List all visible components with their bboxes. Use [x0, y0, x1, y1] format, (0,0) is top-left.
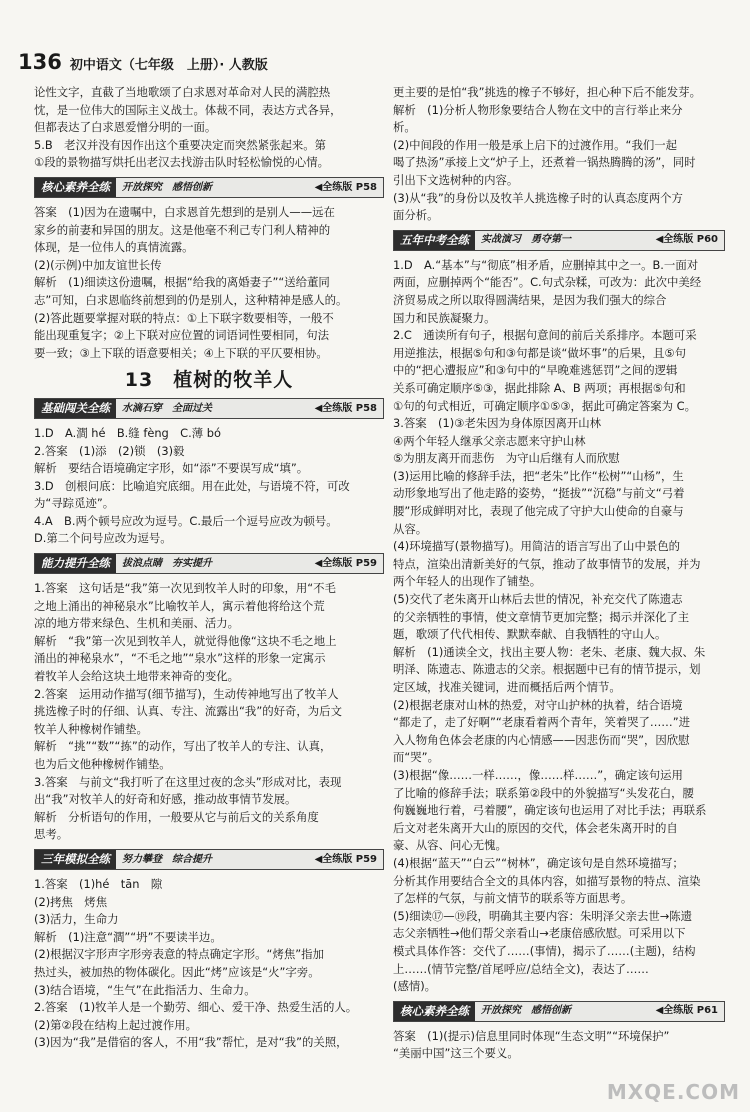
section-ref: ◀全练版 P60: [655, 234, 718, 246]
text-line: 出“我”对牧羊人的好奇和好感，推动故事情节发展。: [34, 792, 297, 807]
section-name: 核心素养全练: [35, 178, 116, 197]
text-line: 论性文字，直截了当地歌颂了白求恩对革命对人民的满腔热: [34, 85, 331, 99]
text-line: 定区域，找准关键词，进而概括后两个情节。: [393, 680, 621, 694]
watermark: MXQE.COM: [606, 1080, 740, 1104]
section-banner: [34, 553, 384, 574]
text-line: 要一致；③上下联的语意要相关；④上下联的平仄要相协。: [34, 345, 328, 360]
section-subtitle: 拔浪点睛 夯实提升: [122, 557, 212, 569]
text-line: 答案 (1)因为在遗嘱中，白求恩首先想到的是别人——远在: [34, 204, 335, 219]
section-subtitle: 实战演习 勇夺第一: [481, 234, 571, 246]
text-line: 用逆推法，根据⑤句和③句都是谈“做坏事”的后果，且⑤句: [393, 345, 687, 360]
section-body: [34, 580, 384, 844]
text-line: 3.D 创根问底：比喻追究底细。用在此处，与语境不符，可改: [34, 478, 350, 493]
text-line: 1.D A.澗 hé B.缝 fèng C.薄 bó: [34, 425, 221, 440]
text-line: (3)从“我”的身份以及牧羊人挑选橡子时的认真态度两个方: [393, 190, 683, 205]
text-line: 牧羊人种橡树作铺垫。: [34, 721, 148, 736]
text-line: 1.答案 (1)hé tān 隙: [34, 876, 163, 891]
text-line: 喝了热汤”承接上文“炉子上，还煮着一锅热腾腾的汤”，同时: [393, 155, 696, 170]
text-line: 中的“把心遭报应”和③句中的“早晚难逃惩罚”之间的逻辑: [393, 363, 678, 378]
text-line: 析。: [393, 120, 416, 135]
text-line: 5.B 老汉并没有因作出这个重要决定而突然紧张起来。第: [34, 137, 327, 152]
section-banner: [34, 849, 384, 870]
text-line: (3)因为“我”是借宿的客人，不用“我”帮忙，是对“我”的关照，: [34, 1035, 348, 1050]
text-line: 热过头，被加热的物体碳化。因此“烤”应该是“火”字旁。: [34, 964, 320, 979]
text-line: 2.C 通读所有句子，根据句意间的前后关系排序。本题可采: [393, 328, 697, 343]
text-line: 也为后文他种橡树作铺垫。: [34, 757, 171, 771]
text-line: 面分析。: [393, 208, 439, 223]
text-line: 而“哭”。: [393, 750, 439, 765]
text-line: 解析 (1)通读全文，找出主要人物：老朱、老康、魏大叔、朱: [393, 644, 706, 659]
text-line: 模式具体作答：交代了……(事情)，揭示了……(主题)，结构: [393, 943, 696, 958]
text-line: (3)结合语境，“生气”在此指活力、生命力。: [34, 982, 256, 997]
text-line: 1.D A.“基本”与“彻底”相矛盾，应删掉其中之一。B.一面对: [393, 257, 699, 272]
text-line: 国力和民族凝聚力。: [393, 310, 496, 325]
section-name: 核心素养全练: [394, 1002, 475, 1021]
text-line: 2.答案 运用动作描写(细节描写)，生动传神地写出了牧羊人: [34, 686, 339, 701]
right-top-block: [393, 84, 725, 225]
text-line: 1.答案 这句话是“我”第一次见到牧羊人时的印象，用“不毛: [34, 581, 336, 596]
text-line: 济贸易成之所以取得圆满结果，是因为我们强大的综合: [393, 292, 667, 307]
text-line: 解析 (1)注意“澗”“坍”不要读半边。: [34, 929, 222, 944]
text-line: 解析 (1)分析人物形象要结合人物在文中的言行举止来分: [393, 102, 683, 117]
text-line: 着牧羊人会给这块土地带来神奇的变化。: [34, 669, 240, 684]
text-line: 2.答案 (1)添 (2)锁 (3)毅: [34, 443, 185, 458]
text-line: 之地上涌出的神秘泉水”比喻牧羊人，寓示着他将给这个荒: [34, 598, 325, 613]
text-line: (2)第②段在结构上起过渡作用。: [34, 1017, 198, 1032]
section-subtitle: 开放探究 感悟创新: [122, 181, 212, 193]
text-line: (5)交代了老朱离开山林后去世的情况，补充交代了陈遗志: [393, 592, 683, 607]
text-line: 涌出的神秘泉水”，“不毛之地”“泉水”这样的形象一定寓示: [34, 651, 326, 666]
text-line: 两个年轻人的出现作了铺垫。: [393, 574, 542, 589]
section-body: [34, 425, 384, 548]
section-subtitle: 努力攀登 综合提升: [122, 853, 212, 865]
text-line: 忱，是一位伟大的国际主义战士。体裁不同，表达方式各异，: [34, 102, 342, 117]
text-line: 更主要的是怕“我”挑选的橡子不够好，担心种下后不能发芽。: [393, 85, 701, 99]
text-line: (2)(示例)中加友谊世长传: [34, 257, 162, 272]
text-line: 后文对老朱离开大山的原因的交代，体会老朱离开时的自: [393, 820, 678, 835]
text-line: 2.答案 (1)牧羊人是一个勤劳、细心、爱干净、热爱生活的人。: [34, 1000, 358, 1015]
text-line: 3.答案 与前文“我打听了在这里过夜的念头”形成对比，表现: [34, 774, 342, 789]
text-line: 的父亲牺牲的事情，使文章情节更加完整；揭示并深化了主: [393, 609, 690, 624]
text-line: (感情)。: [393, 979, 437, 994]
text-line: 解析 要结合语境确定字形，如“添”不要误写成“填”。: [34, 461, 309, 476]
section-body: [34, 204, 384, 362]
text-line: 从容。: [393, 521, 428, 536]
chapter-title: 13 植树的牧羊人: [124, 369, 294, 392]
text-line: 佝巍巍地行着，弓着腰”，确定该句也运用了对比手法；再联系: [393, 803, 707, 818]
text-line: 志”可知，白求恩临终前想到的仍是别人，这种精神是感人的。: [34, 292, 348, 307]
text-line: 两面，应删掉两个“能否”。C.句式杂糅，可改为：此次中美经: [393, 275, 702, 290]
left-column: [34, 84, 384, 1052]
section-body: [393, 1028, 725, 1063]
text-line: 引出下文选树种的内容。: [393, 172, 519, 187]
text-line: 3.答案 (1)③老朱因为身体原因离开山林: [393, 416, 602, 431]
text-line: 豪、从容、问心无愧。: [393, 838, 507, 853]
text-line: (2)中间段的作用一般是承上启下的过渡作用。“我们一起: [393, 137, 678, 152]
section-banner: [393, 1001, 725, 1022]
section-body: [34, 876, 384, 1052]
text-line: 但都表达了白求恩爱憎分明的一面。: [34, 120, 217, 135]
text-line: “都走了，走了好啊”“老康看着两个青年，笑着哭了……”进: [393, 715, 690, 730]
text-line: 能出现重复字；②上下联对应位置的词语词性要相同，句法: [34, 328, 329, 343]
text-line: 关系可确定顺序⑤③，据此排除 A、B 两项；再根据⑤句和: [393, 380, 686, 395]
text-line: 入人物角色体会老康的内心情感——因悲伤而“哭”，因欣慰: [393, 732, 690, 747]
section-ref: ◀全练版 P59: [314, 853, 377, 865]
text-line: (3)活力，生命力: [34, 912, 119, 927]
text-line: 挑选橡子时的仔细、认真、专注、流露出“我”的好奇，为后文: [34, 704, 342, 719]
text-line: 解析 “我”第一次见到牧羊人，就觉得他像“这块不毛之地上: [34, 633, 337, 648]
text-line: ⑤为朋友离开而悲伤 为守山后继有人而欣慰: [393, 451, 620, 466]
text-line: (2)根据老康对山林的热爱，对守山护林的执着，结合语境: [393, 697, 683, 712]
text-line: 凉的地方带来绿色、生机和美丽、活力。: [34, 616, 240, 631]
section-name: 基础闯关全练: [35, 399, 116, 418]
section-subtitle: 开放探究 感悟创新: [481, 1005, 571, 1017]
text-line: 4.A B.两个顿号应改为逗号。C.最后一个逗号应改为顿号。: [34, 513, 338, 528]
text-line: 解析 分析语句的作用，一般要从它与前后文的关系角度: [34, 809, 319, 824]
text-line: D.第二个问号应改为逗号。: [34, 531, 172, 546]
text-line: ①段的景物描写烘托出老汉去找游击队时轻松愉悦的心情。: [34, 155, 329, 170]
text-line: 上……(情节完整/首尾呼应/总结全文)，表达了……: [393, 961, 649, 976]
section-subtitle: 水滴石穿 全面过关: [122, 402, 212, 414]
page-header: [18, 50, 268, 74]
section-ref: ◀全练版 P59: [314, 557, 377, 569]
section-body: [393, 257, 725, 996]
section-banner: [34, 398, 384, 419]
right-column: [393, 84, 725, 1063]
text-line: (2)拷焦 烤焦: [34, 894, 108, 909]
text-line: (3)根据“像……一样……，像……样……”，确定该句运用: [393, 767, 683, 782]
section-name: 能力提升全练: [35, 554, 116, 573]
text-line: 为“寻踪觅迹”。: [34, 496, 115, 511]
text-line: 腰”形成鲜明对比，表现了他完成了守护大山使命的自豪与: [393, 504, 684, 519]
text-line: 答案 (1)(提示)信息里同时体现“生态文明”“环境保护”: [393, 1028, 670, 1043]
section-name: 三年模拟全练: [35, 850, 116, 869]
text-line: 动形象地写出了他走路的姿势，“挺拔”“沉稳”与前文“弓着: [393, 486, 685, 501]
section-banner: [34, 177, 384, 198]
page-number: 136: [18, 50, 62, 74]
text-line: (4)根据“蓝天”“白云”“树林”，确定该句是自然环境描写；: [393, 855, 684, 870]
text-line: (2)答此题要掌握对联的特点：①上下联字数要相等，一般不: [34, 310, 334, 325]
text-line: ①句的句式相近，可确定顺序①⑤③，据此可确定答案为 C。: [393, 398, 697, 413]
section-ref: ◀全练版 P58: [314, 402, 377, 414]
text-line: 解析 (1)细读这份遗嘱，根据“给我的离婚妻子”“送给董同: [34, 275, 330, 290]
text-line: 分析其作用要结合全文的具体内容，如描写景物的特点、渲染: [393, 873, 701, 888]
section-ref: ◀全练版 P61: [655, 1005, 718, 1017]
text-line: 了比喻的修辞手法；联系第②段中的外貌描写“头发花白，腰: [393, 785, 694, 800]
book-title: 初中语文（七年级 上册）· 人教版: [69, 58, 268, 73]
text-line: 思考。: [34, 827, 69, 842]
section-banner: [393, 230, 725, 251]
text-line: “美丽中国”这三个要义。: [393, 1046, 519, 1061]
section-name: 五年中考全练: [394, 231, 475, 250]
text-line: (4)环境描写(景物描写)。用简洁的语言写出了山中景色的: [393, 539, 681, 554]
text-line: 明泽、陈遗志、陈遗志的父亲。根据题中已有的情节提示，划: [393, 662, 701, 677]
text-line: 了怎样的气氛，与前文情节的联系等方面思考。: [393, 891, 633, 906]
text-line: ④两个年轻人继承父亲志愿来守护山林: [393, 433, 586, 448]
text-line: 题，歌颂了代代相传、默默奉献、自我牺牲的守山人。: [393, 627, 667, 642]
text-line: (3)运用比喻的修辞手法，把“老朱”比作“松树”“山杨”，生: [393, 468, 684, 483]
text-line: 解析 “挑”“数”“拣”的动作，写出了牧羊人的专注、认真，: [34, 739, 332, 754]
text-line: 志父亲牺牲→他们帮父亲看山→老康倍感欣慰。可采用以下: [393, 926, 686, 941]
text-line: 体现，是一位伟人的真情流露。: [34, 240, 194, 255]
text-line: (5)细读⑰—⑲段，明确其主要内容：朱明泽父亲去世→陈遗: [393, 908, 693, 923]
text-line: (2)根据汉字形声字形旁表意的特点确定字形。“烤焦”指加: [34, 947, 324, 962]
section-ref: ◀全练版 P58: [314, 181, 377, 193]
text-line: 家乡的前妻和异国的朋友。这是他毫不利己专门利人精神的: [34, 222, 331, 237]
left-top-block: [34, 84, 384, 172]
text-line: 特点，渲染出清新美好的气氛，推动了故事情节的发展，并为: [393, 556, 701, 571]
